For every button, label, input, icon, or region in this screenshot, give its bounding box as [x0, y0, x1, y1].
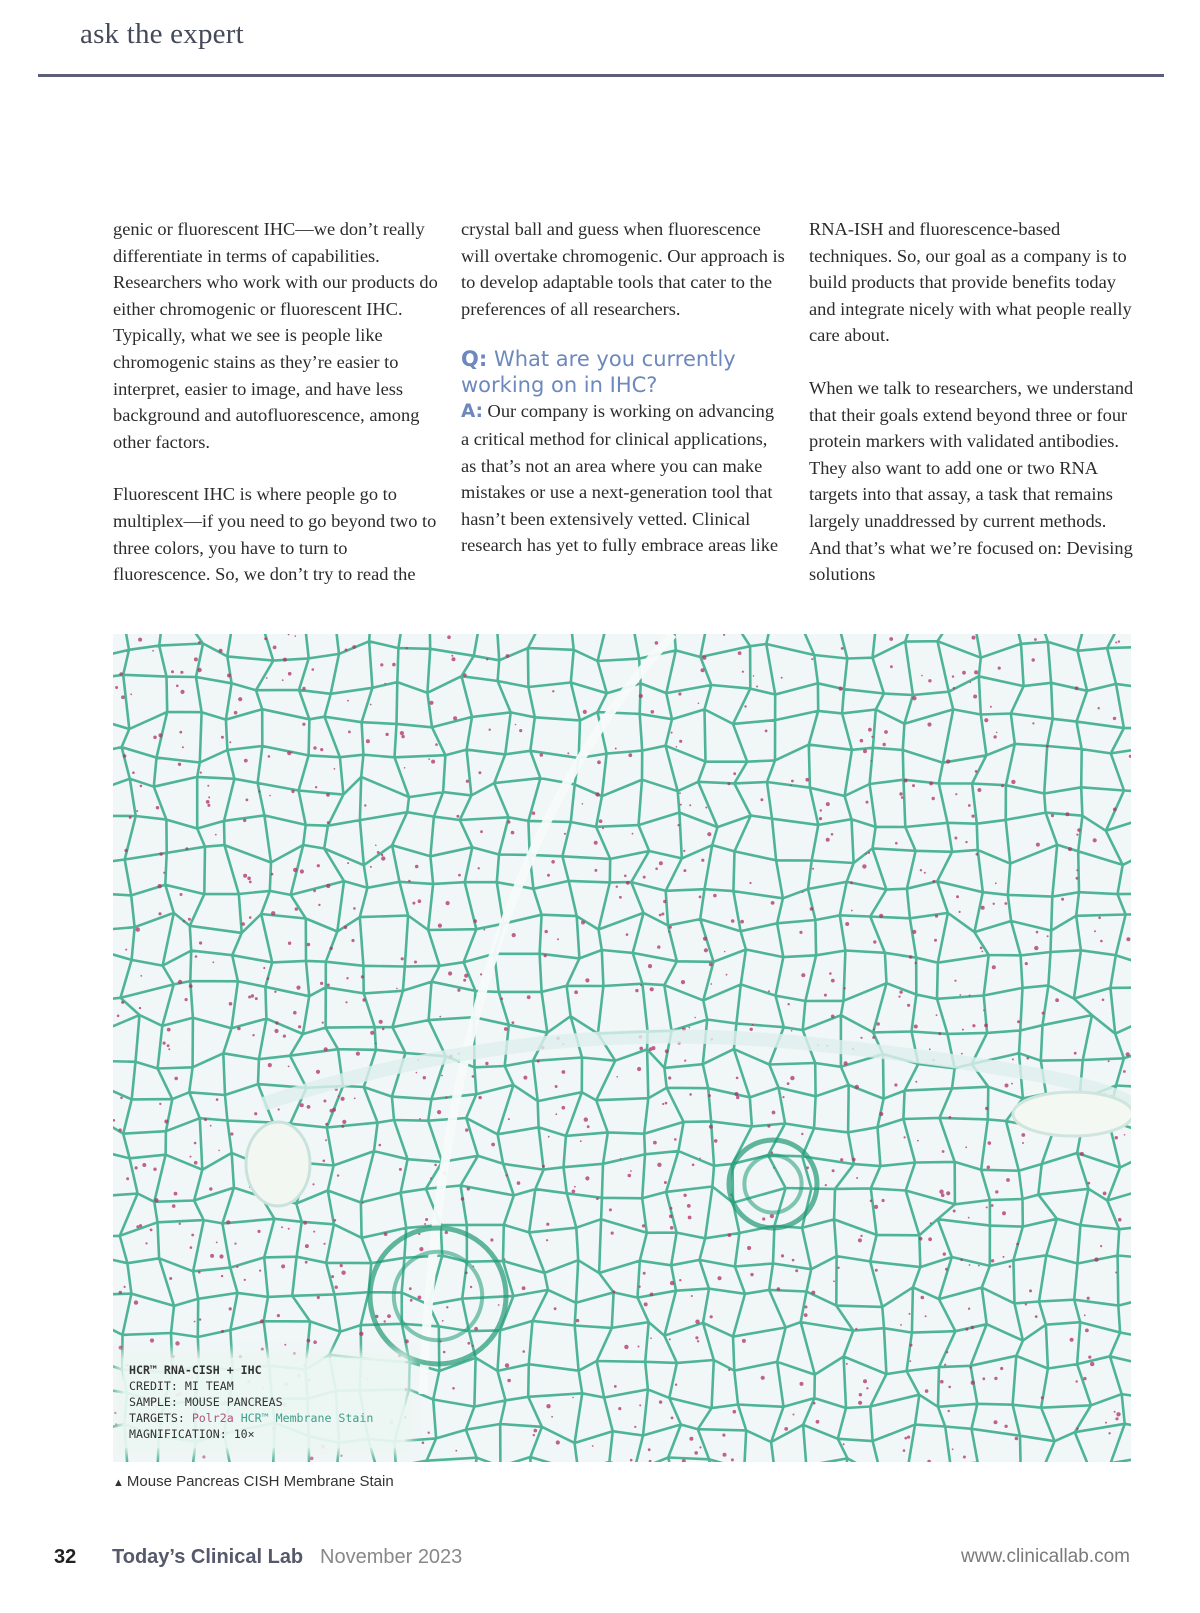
section-title: ask the expert [80, 18, 244, 50]
answer-label: A: [461, 401, 483, 423]
page-number: 32 [54, 1546, 77, 1568]
caption-triangle-icon: ▲ [113, 1477, 124, 1489]
interview-answer [461, 398, 786, 559]
paragraph: Fluorescent IHC is where people go to multiplex—if you need to go beyond two to three colors, you have to turn to fluorescence. So, we don’t try to read the [113, 484, 437, 585]
magazine-name: Today’s Clinical Lab [112, 1546, 304, 1568]
caption-text: Mouse Pancreas CISH Membrane Stain [126, 1473, 394, 1490]
article-column-3 [809, 216, 1134, 588]
question-text: What are you currently working on in IHC? [461, 347, 736, 398]
figure-caption [113, 1473, 394, 1490]
article-column-1 [113, 216, 438, 588]
microscopy-figure [113, 634, 1131, 1462]
target-polr2a: Polr2a [191, 1411, 234, 1425]
paragraph: crystal ball and guess when fluorescence will overtake chromogenic. Our approach is to develop adaptable tools that cater to the preferences of all researchers. [461, 219, 785, 319]
website-url: www.clinicallab.com [961, 1546, 1130, 1567]
paragraph: RNA-ISH and fluorescence-based techniques. So, our goal as a company is to build products that provide benefits today and integrate nicely with what people really care about. [809, 219, 1132, 346]
header-divider [38, 74, 1164, 77]
page-footer [54, 1544, 1130, 1576]
target-membrane-stain: HCR™ Membrane Stain [240, 1411, 374, 1425]
tissue-image [113, 634, 1131, 1462]
label-title: HCR™ RNA-CISH + IHC [129, 1363, 262, 1377]
label-credit: CREDIT: MI TEAM [129, 1379, 234, 1393]
targets-prefix: TARGETS: [129, 1411, 185, 1425]
label-sample: SAMPLE: MOUSE PANCREAS [129, 1395, 283, 1409]
label-targets [129, 1410, 399, 1426]
paragraph: When we talk to researchers, we understand that their goals extend beyond three or four protein markers with validated antibodies. They also want to add one or two RNA targets into that assay, a task that remains largely unaddressed by current methods. And that’s what we’re focused on: Devising solutions [809, 377, 1134, 585]
paragraph: genic or fluorescent IHC—we don’t really differentiate in terms of capabilities. Researchers who work with our products do either chromogenic or fluorescent IHC. Typically, what we see is people like chromogenic stains as they’re easier to interpret, easier to image, and have less background and autofluorescence, among other factors. [113, 219, 438, 452]
question-label: Q: [461, 347, 488, 372]
article-column-2 [461, 216, 786, 559]
interview-question [461, 346, 786, 398]
figure-label [123, 1358, 405, 1448]
label-magnification: MAGNIFICATION: 10× [129, 1427, 255, 1441]
issue-date: November 2023 [320, 1546, 463, 1568]
answer-text: Our company is working on advancing a critical method for clinical applications, as that’s not an area where you can make mistakes or use a next-generation tool that hasn’t been extensively vetted. Clinical research has yet to fully embrace areas like [461, 401, 779, 556]
